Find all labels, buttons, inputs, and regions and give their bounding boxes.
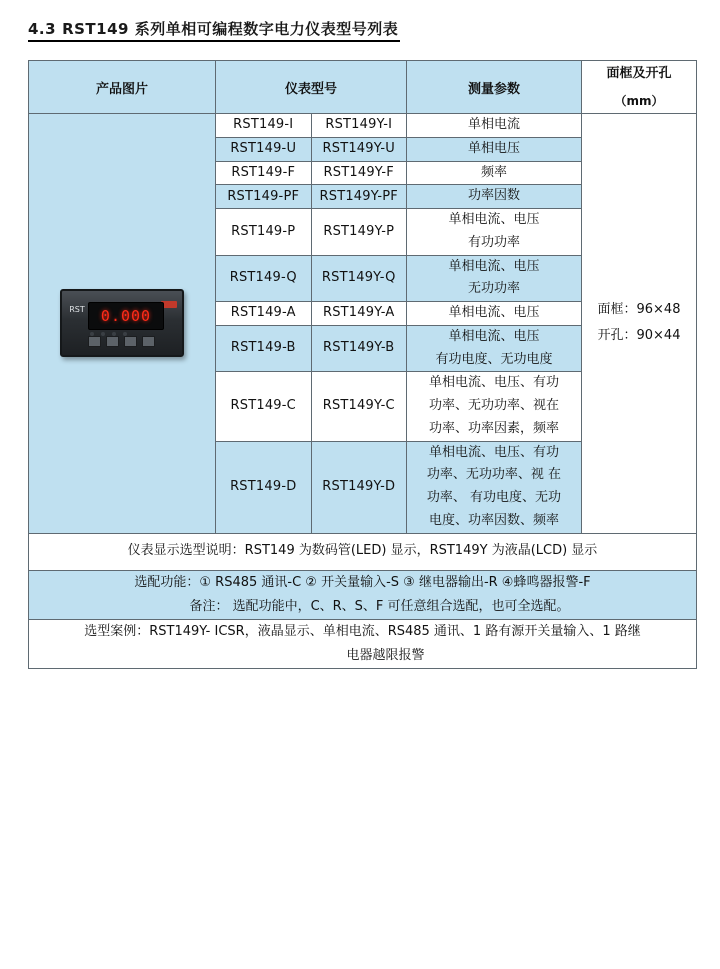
param-line: 功率、 有功电度、无功 — [426, 490, 562, 505]
param-line: 单相电流、电压 — [448, 258, 540, 274]
model-lcd: RST149Y-F — [311, 161, 407, 185]
note-row-options — [29, 570, 697, 619]
measure-param: 单相电压 — [407, 137, 582, 161]
model-led: RST149-C — [216, 372, 312, 441]
model-led: RST149-P — [216, 209, 312, 256]
model-lcd: RST149Y-C — [311, 372, 407, 441]
note-line: 备注： 选配功能中，C、R、S、F 可任意组合选配，也可全选配。 — [189, 598, 570, 614]
model-led: RST149-U — [216, 137, 312, 161]
meter-brand-label: RST — [69, 305, 85, 315]
measure-param: 频率 — [407, 161, 582, 185]
header-meter-model: 仪表型号 — [216, 61, 407, 114]
param-line: 单相电流、电压、有功 — [428, 444, 559, 460]
model-lcd: RST149Y-PF — [311, 185, 407, 209]
measure-param — [407, 209, 582, 256]
header-frame-hole — [582, 61, 697, 114]
measure-param — [407, 255, 582, 302]
param-line: 有功电度、无功电度 — [435, 351, 553, 367]
measure-param — [407, 325, 582, 372]
param-line: 单相电流、电压、有功 — [428, 375, 559, 391]
table-row — [29, 114, 697, 138]
note-line: 选型案例：RST149Y- ICSR，液晶显示、单相电流、RS485 通讯、1 路有源开关量输入、1 路继 — [84, 623, 641, 639]
model-led: RST149-Q — [216, 255, 312, 302]
table-head — [29, 61, 697, 114]
model-led: RST149-A — [216, 302, 312, 326]
note-options-text — [29, 570, 697, 619]
model-lcd: RST149Y-P — [311, 209, 407, 256]
model-led: RST149-Ⅰ — [216, 114, 312, 138]
frame-size: 面框：96×48 — [597, 302, 681, 318]
param-line: 单相电流、电压 — [448, 328, 540, 344]
model-lcd: RST149Y-D — [311, 441, 407, 533]
meter-display-value: 0.000 — [100, 307, 152, 326]
param-line: 功率、无功功率、视 在 — [426, 467, 562, 483]
note-row-display — [29, 533, 697, 570]
model-lcd: RST149Y-B — [311, 325, 407, 372]
param-line: 无功功率 — [467, 281, 520, 297]
model-led: RST149-PF — [216, 185, 312, 209]
title-underline — [28, 40, 400, 42]
meter-device-image — [60, 289, 184, 357]
model-led: RST149-F — [216, 161, 312, 185]
model-list-table — [28, 60, 697, 669]
model-led: RST149-D — [216, 441, 312, 533]
hole-size: 开孔：90×44 — [597, 328, 681, 344]
note-line: 仪表显示选型说明：RST149 为数码管(LED) 显示，RST149Y 为液晶(LCD) 显示 — [127, 543, 598, 559]
header-frame-hole-unit: （mm） — [614, 94, 664, 108]
meter-display-screen — [88, 302, 164, 330]
model-led: RST149-B — [216, 325, 312, 372]
model-lcd: RST149Y-U — [311, 137, 407, 161]
section-number: 4.3 — [28, 20, 57, 38]
header-frame-hole-label: 面框及开孔 — [606, 66, 672, 81]
section-title: RST149 系列单相可编程数字电力仪表型号列表 — [62, 20, 399, 38]
note-line: 选配功能：① RS485 通讯-C ② 开关量输入-S ③ 继电器输出-R ④蜂鸣器报警-F — [134, 574, 591, 590]
header-measure-param: 测量参数 — [407, 61, 582, 114]
param-line: 电度、功率因数、频率 — [428, 512, 559, 528]
note-row-example — [29, 619, 697, 668]
measure-param — [407, 372, 582, 441]
model-lcd: RST149Y-A — [311, 302, 407, 326]
model-lcd: RST149Y-Q — [311, 255, 407, 302]
note-line: 电器越限报警 — [346, 647, 425, 663]
meter-buttons — [88, 336, 155, 347]
product-image-cell — [29, 114, 216, 534]
frame-hole-cell — [582, 114, 697, 534]
note-display-text — [29, 533, 697, 570]
param-line: 有功功率 — [467, 234, 520, 250]
measure-param: 功率因数 — [407, 185, 582, 209]
measure-param: 单相电流 — [407, 114, 582, 138]
param-line: 单相电流、电压 — [448, 212, 540, 227]
model-lcd: RST149Y-Ⅰ — [311, 114, 407, 138]
param-line: 功率、无功功率、视在 — [428, 398, 559, 413]
param-line: 功率、功率因素，频率 — [428, 420, 559, 436]
table-body — [29, 114, 697, 669]
header-product-image: 产品图片 — [29, 61, 216, 114]
note-example-text — [29, 619, 697, 668]
page-title — [28, 18, 398, 39]
table-header-row — [29, 61, 697, 114]
measure-param: 单相电流、电压 — [407, 302, 582, 326]
measure-param — [407, 441, 582, 533]
